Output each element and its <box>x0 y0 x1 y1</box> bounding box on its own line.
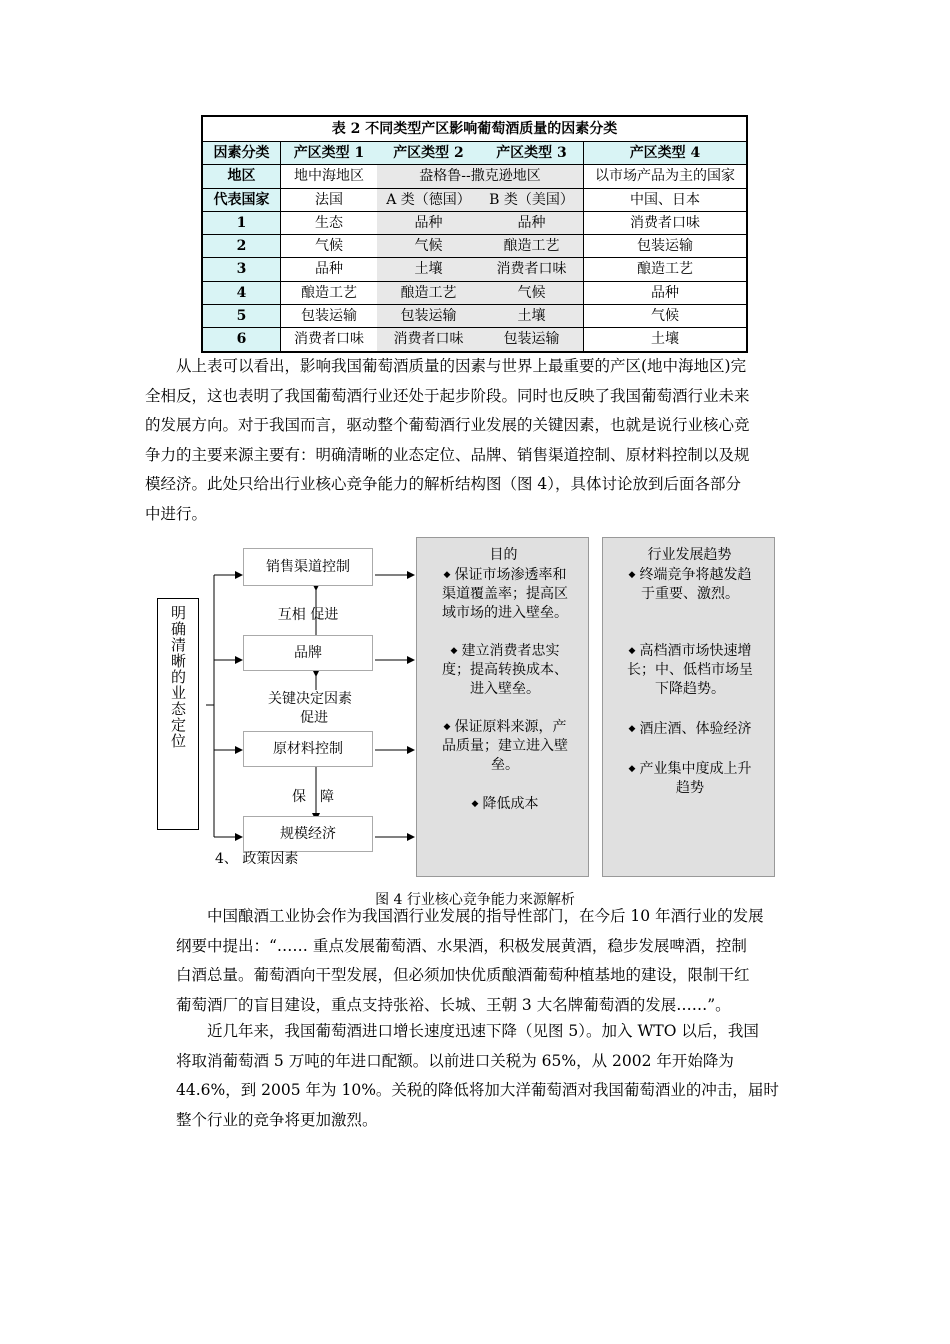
text-line: 将取消葡萄酒 5 万吨的年进口配额。以前进口关税为 65%，从 2002 年开始降为 <box>176 1051 734 1070</box>
link-label-mutual: 互相 促进 <box>277 607 339 623</box>
bullet-diamond-icon: ◆ <box>628 724 636 734</box>
link-label-guarantee: 保 障 <box>292 789 334 805</box>
scale-box: 规模经济 <box>243 816 373 852</box>
bullet-diamond-icon: ◆ <box>628 764 636 774</box>
table-cell: 以市场产品为主的国家 <box>583 165 746 187</box>
purpose-item: ◆ 保证原料来源，产 品质量；建立进入壁 垒。 <box>442 719 568 773</box>
rank-cell: 2 <box>203 235 281 257</box>
table-row <box>203 328 746 350</box>
text-line: 的发展方向。对于我国而言，驱动整个葡萄酒行业发展的关键因素，也就是说行业核心竞 <box>145 416 750 434</box>
material-box: 原材料控制 <box>243 731 373 767</box>
table-row <box>203 212 746 235</box>
header-cell: 产区类型 1 <box>281 142 377 164</box>
purpose-item: ◆ 保证市场渗透率和 渠道覆盖率；提高区 域市场的进入壁垒。 <box>442 567 568 621</box>
table-cell: 消费者口味 <box>377 328 480 350</box>
link-label-key: 关键决定因素 <box>268 691 352 707</box>
rank-cell: 1 <box>203 212 281 234</box>
link-label-promote: 促进 <box>300 710 328 726</box>
rank-cell: 4 <box>203 282 281 304</box>
table-cell: 品种 <box>583 282 746 304</box>
figure-caption: 图 4 行业核心竞争能力来源解析 <box>375 892 575 908</box>
row-label: 代表国家 <box>203 189 281 211</box>
text-line: 中进行。 <box>145 504 208 523</box>
table-row <box>203 258 746 281</box>
table-cell: 法国 <box>315 191 343 208</box>
table-cell: 盎格鲁--撒克逊地区 <box>377 165 583 187</box>
table-cell: 气候 <box>480 282 583 304</box>
text-line: 整个行业的竞争将更加激烈。 <box>176 1110 378 1129</box>
trend-panel <box>602 537 775 877</box>
table-row <box>203 189 746 212</box>
table-cell: 气候 <box>377 235 480 257</box>
table-cell: 土壤 <box>583 328 746 350</box>
table-row <box>203 305 746 328</box>
header-cell: 因素分类 <box>203 142 281 164</box>
text-line: 白酒总量。葡萄酒向干型发展，但必须加快优质酿酒葡萄种植基地的建设，限制干红 <box>176 966 750 984</box>
text-line: 模经济。此处只给出行业核心竞争能力的解析结构图（图 4），具体讨论放到后面各部分 <box>145 475 742 493</box>
bullet-diamond-icon: ◆ <box>628 646 636 656</box>
text-line: 从上表可以看出，影响我国葡萄酒质量的因素与世界上最重要的产区(地中海地区)完 <box>176 357 747 375</box>
positioning-label: 明确清晰的业态定位 <box>169 605 187 749</box>
policy-factor-label: 4、 政策因素 <box>215 851 299 867</box>
table-cell: 品种 <box>377 212 480 234</box>
table-cell: 中国、日本 <box>583 189 746 211</box>
table-cell: 生态 <box>315 214 343 231</box>
trend-item: ◆ 酒庄酒、体验经济 <box>628 721 752 737</box>
header-cell: 产区类型 3 <box>480 142 583 164</box>
text-line: 纲要中提出：“…… 重点发展葡萄酒、水果酒，积极发展黄酒，稳步发展啤酒，控制 <box>176 936 747 955</box>
table-cell: 酿造工艺 <box>583 258 746 280</box>
table-row <box>203 282 746 305</box>
purpose-item: ◆ 降低成本 <box>471 796 539 812</box>
table-cell: 气候 <box>315 238 343 255</box>
paragraph-analysis <box>145 352 805 529</box>
trend-item: ◆ 终端竞争将越发趋 于重要、激烈。 <box>628 567 752 602</box>
table-cell: 土壤 <box>377 258 480 280</box>
trend-title: 行业发展趋势 <box>647 547 732 563</box>
bullet-diamond-icon: ◆ <box>450 646 458 656</box>
text-line: 44.6%，到 2005 年为 10%。关税的降低将加大洋葡萄酒对我国葡萄酒业的冲击，届时 <box>176 1081 779 1099</box>
header-cell: 产区类型 2 <box>377 142 480 164</box>
paragraph-imports <box>145 1017 805 1135</box>
bullet-diamond-icon: ◆ <box>471 799 479 809</box>
channel-box: 销售渠道控制 <box>243 548 373 586</box>
text-line: 全相反，这也表明了我国葡萄酒行业还处于起步阶段。同时也反映了我国葡萄酒行业未来 <box>145 386 750 405</box>
table-cell: 消费者口味 <box>294 331 364 348</box>
factor-table <box>201 115 748 353</box>
trend-item: ◆ 产业集中度成上升 趋势 <box>628 761 752 796</box>
brand-box: 品牌 <box>243 635 373 671</box>
rank-cell: 5 <box>203 305 281 327</box>
trend-item: ◆ 高档酒市场快速增 长；中、低档市场呈 下降趋势。 <box>627 643 753 697</box>
purpose-title: 目的 <box>489 547 518 563</box>
text-line: 近几年来，我国葡萄酒进口增长速度迅速下降（见图 5）。加入 WTO 以后，我国 <box>207 1022 759 1040</box>
paragraph-association <box>145 902 805 1020</box>
table-cell: 气候 <box>583 305 746 327</box>
bullet-diamond-icon: ◆ <box>443 570 451 580</box>
table-cell: 土壤 <box>480 305 583 327</box>
table-header-row <box>203 142 746 165</box>
text-line: 争力的主要来源主要有：明确清晰的业态定位、品牌、销售渠道控制、原材料控制以及规 <box>145 445 750 464</box>
table-cell: 消费者口味 <box>480 258 583 280</box>
text-line: 葡萄酒厂的盲目建设，重点支持张裕、长城、王朝 3 大名牌葡萄酒的发展……”。 <box>176 995 731 1014</box>
row-label: 地区 <box>203 165 281 187</box>
table-cell: 品种 <box>315 261 343 278</box>
table-row <box>203 165 746 188</box>
header-cell: 产区类型 4 <box>583 142 746 164</box>
table-cell: 地中海地区 <box>294 168 364 185</box>
table-title: 表 2 不同类型产区影响葡萄酒质量的因素分类 <box>203 117 746 142</box>
table-cell: 包装运输 <box>301 308 357 325</box>
table-cell: 包装运输 <box>480 328 583 350</box>
text-line: 中国酿酒工业协会作为我国酒行业发展的指导性部门，在今后 10 年酒行业的发展 <box>207 907 764 925</box>
purpose-panel <box>416 537 589 877</box>
table-cell: 酿造工艺 <box>377 282 480 304</box>
rank-cell: 6 <box>203 328 281 350</box>
table-cell: 品种 <box>480 212 583 234</box>
table-cell: 包装运输 <box>377 305 480 327</box>
table-cell: 酿造工艺 <box>301 284 357 301</box>
purpose-item: ◆ 建立消费者忠实 度；提高转换成本、 进入壁垒。 <box>442 643 568 697</box>
table-cell: 消费者口味 <box>583 212 746 234</box>
table-row <box>203 235 746 258</box>
table-cell: A 类（德国） <box>377 189 480 211</box>
table-cell: 酿造工艺 <box>480 235 583 257</box>
bullet-diamond-icon: ◆ <box>443 722 451 732</box>
positioning-box <box>157 598 199 830</box>
bullet-diamond-icon: ◆ <box>628 570 636 580</box>
table-cell: 包装运输 <box>583 235 746 257</box>
rank-cell: 3 <box>203 258 281 280</box>
table-cell: B 类（美国） <box>480 189 583 211</box>
